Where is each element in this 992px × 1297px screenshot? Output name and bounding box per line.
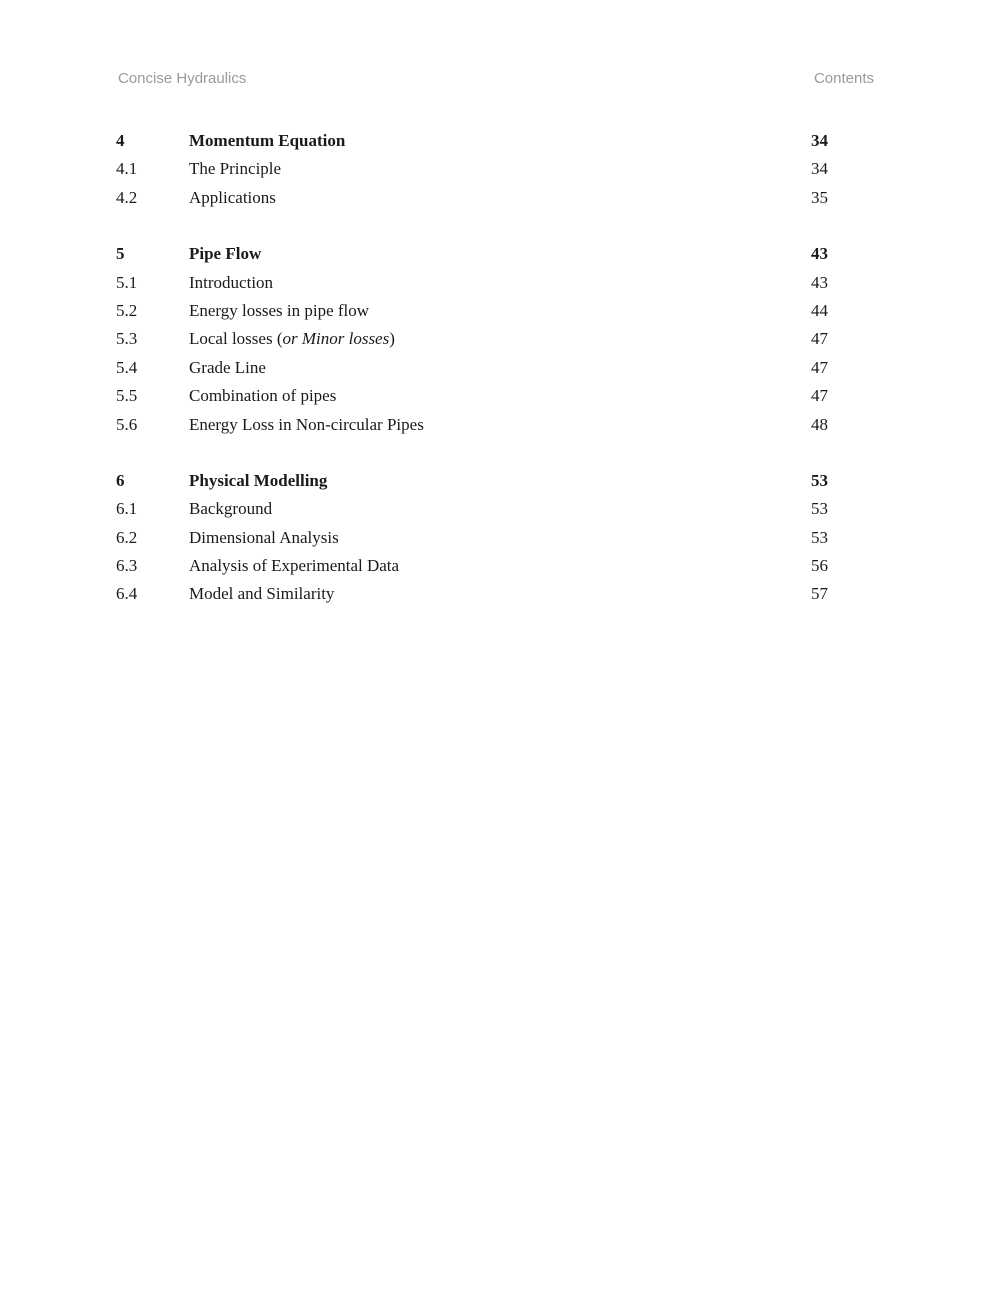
section-title-start: Local losses ( (189, 329, 283, 349)
toc-chapter-heading[interactable] (116, 240, 828, 268)
running-header (118, 70, 874, 90)
chapter-number: 6 (116, 470, 125, 490)
section-number: 6.3 (116, 556, 138, 576)
section-title: Energy losses in pipe flow (189, 300, 370, 320)
section-title: Dimensional Analysis (189, 527, 339, 547)
page-number: 35 (811, 187, 828, 207)
chapter-title: Momentum Equation (189, 131, 346, 150)
chapter-title: Pipe Flow (189, 244, 262, 264)
page-number: 47 (811, 386, 828, 406)
section-number: 6.1 (116, 499, 138, 519)
section-number: 6.4 (116, 584, 138, 604)
section-number: 5.5 (116, 386, 138, 406)
page-number: 47 (811, 357, 828, 377)
section-title: Grade Line (189, 357, 266, 377)
page-number: 53 (811, 499, 828, 519)
toc-chapter-4 (116, 127, 828, 212)
book-title: Concise Hydraulics (118, 70, 247, 87)
section-title: Introduction (189, 272, 274, 292)
toc-section-row[interactable] (116, 411, 828, 439)
section-title: Background (189, 499, 273, 519)
toc-section-row[interactable] (116, 552, 828, 580)
section-name: Contents (813, 70, 874, 87)
section-number: 4.1 (116, 159, 138, 179)
page-number: 53 (811, 527, 828, 547)
table-of-contents (116, 127, 828, 637)
section-title: Applications (189, 187, 276, 207)
section-title: Energy Loss in Non-circular Pipes (189, 414, 424, 434)
section-number: 4.2 (116, 187, 138, 207)
page-number: 44 (811, 300, 828, 320)
page-number: 34 (811, 131, 828, 150)
page-number: 43 (811, 272, 828, 292)
toc-section-row[interactable] (116, 354, 828, 382)
toc-section-row[interactable] (116, 184, 828, 212)
page-number: 56 (811, 556, 828, 576)
toc-section-row[interactable] (116, 495, 828, 523)
section-title-end: ) (389, 329, 395, 349)
toc-section-row[interactable] (116, 580, 828, 608)
toc-chapter-5 (116, 240, 828, 439)
toc-section-row[interactable] (116, 269, 828, 297)
section-number: 5.4 (116, 357, 138, 377)
section-number: 5.3 (116, 329, 138, 349)
section-title: Analysis of Experimental Data (189, 556, 400, 576)
toc-section-row[interactable] (116, 297, 828, 325)
section-number: 5.2 (116, 300, 138, 320)
section-number: 5.6 (116, 414, 138, 434)
chapter-number: 4 (116, 131, 125, 150)
section-title-italic: or Minor losses (282, 329, 390, 349)
page-number: 48 (811, 414, 828, 434)
toc-section-row[interactable] (116, 325, 828, 353)
section-number: 6.2 (116, 527, 138, 547)
section-title: Model and Similarity (189, 584, 335, 604)
toc-section-row[interactable] (116, 155, 828, 183)
section-title: Combination of pipes (189, 386, 337, 406)
chapter-number: 5 (116, 244, 125, 264)
toc-section-row[interactable] (116, 382, 828, 410)
chapter-title: Physical Modelling (189, 470, 328, 490)
page-number: 34 (811, 159, 828, 179)
toc-section-row[interactable] (116, 524, 828, 552)
section-title (189, 325, 395, 353)
page-number: 57 (811, 584, 828, 604)
toc-chapter-heading[interactable] (116, 467, 828, 495)
section-number: 5.1 (116, 272, 138, 292)
page-number: 47 (811, 329, 828, 349)
toc-chapter-6 (116, 467, 828, 609)
page-number: 53 (811, 470, 828, 490)
toc-chapter-heading[interactable] (116, 127, 828, 155)
page-number: 43 (811, 244, 828, 264)
section-title: The Principle (189, 159, 282, 179)
